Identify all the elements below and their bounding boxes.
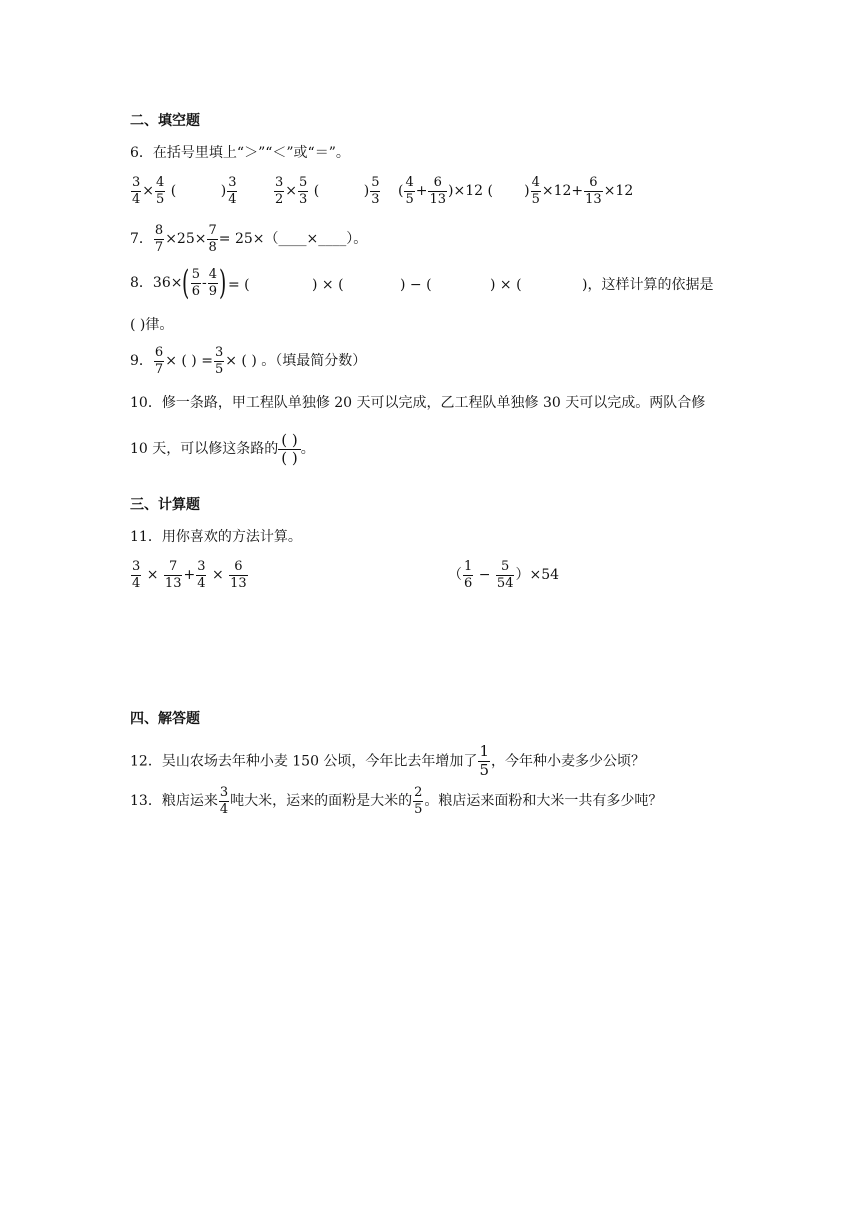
section-title-fill-in: 二、填空题 (130, 113, 200, 129)
denominator: 7 (154, 239, 164, 255)
numerator: 3 (214, 345, 224, 360)
denominator: 7 (154, 361, 164, 377)
fraction (298, 176, 308, 206)
numerator: 1 (479, 742, 489, 760)
denominator: 3 (371, 191, 380, 207)
answer-blank[interactable]: ( ) (313, 183, 370, 200)
comparison-1: $\frac{3}{4}$ × $\frac{4}{5}$ ( ) $\frac{3}{4}$ (132, 175, 237, 207)
fraction (496, 560, 515, 590)
fraction (154, 346, 164, 376)
answer-blank[interactable]: = 25×（____×____）。 (218, 231, 368, 248)
fraction (227, 176, 237, 206)
denominator: 4 (132, 575, 141, 591)
question-6-comparisons (130, 176, 238, 206)
numerator: 4 (405, 175, 414, 190)
denominator: 5 (414, 801, 423, 817)
fraction (208, 268, 218, 298)
fraction (531, 176, 541, 206)
fraction (478, 744, 490, 779)
comparison-3: ( $\frac{4}{5}$ + $\frac{6}{13}$ )×12 ( ) $\frac{4}{5}$ ×12+ $\frac{6}{13}$ ×12 (398, 175, 634, 207)
numerator: 8 (154, 223, 164, 238)
numerator: 3 (197, 559, 206, 574)
denominator: 13 (429, 191, 447, 207)
question-11-expr-1: $\frac{3}{4}$ × $\frac{7}{13}$ + $\frac{3}{4}$ × $\frac{6}{13}$ (132, 559, 247, 591)
denominator: 5 (405, 191, 414, 207)
question-6-text: 6．在括号里填上“＞”“＜”或“＝”。 (130, 145, 350, 161)
question-11-text: 11．用你喜欢的方法计算。 (130, 529, 302, 545)
answer-blank[interactable]: ( ) (487, 183, 530, 200)
denominator: 6 (191, 283, 201, 299)
fraction (584, 176, 603, 206)
question-8-tail: )，这样计算的依据是 (582, 277, 714, 293)
numerator: 2 (414, 785, 423, 800)
question-7: 7． $\frac{8}{7}$ ×25× $\frac{7}{8}$ = 25×（____×____）。 (130, 223, 368, 255)
fraction (191, 268, 201, 298)
denominator: 13 (585, 191, 602, 207)
question-10-line2: 10 天，可以修这条路的 $\frac{( )}{( )}$ 。 (130, 431, 315, 467)
denominator: 4 (197, 575, 206, 591)
denominator: 3 (299, 191, 308, 207)
fraction (196, 560, 206, 590)
numerator: 4 (531, 175, 540, 190)
numerator: 6 (584, 176, 603, 192)
answer-blank[interactable]: ) × ( (490, 277, 522, 293)
fraction (413, 786, 423, 816)
numerator: 6 (428, 176, 447, 192)
denominator: 13 (164, 575, 182, 591)
question-9: 9． $\frac{6}{7}$ × ( ) = $\frac{3}{5}$ × ( ) 。（填最简分数） (130, 345, 367, 377)
numerator: 4 (208, 266, 218, 282)
question-13: 13．粮店运来 $\frac{3}{4}$ 吨大米，运来的面粉是大米的 $\frac{2}{5}$ 。粮店运来面粉和大米一共有多少吨？ (130, 785, 663, 817)
numerator: 6 (154, 345, 164, 360)
fraction (229, 560, 248, 590)
numerator: 4 (156, 175, 165, 190)
answer-blank[interactable]: ( ) (170, 183, 227, 200)
numerator: 3 (228, 175, 237, 190)
denominator: 54 (496, 575, 514, 591)
numerator: 6 (229, 560, 248, 576)
answer-blank[interactable]: ) − ( (400, 277, 432, 293)
fraction (131, 176, 141, 206)
numerator: 7 (208, 223, 217, 238)
fraction (155, 176, 165, 206)
fraction (274, 176, 284, 206)
answer-blank[interactable]: ) × ( (312, 277, 344, 293)
question-10-line1: 10．修一条路，甲工程队单独修 20 天可以完成，乙工程队单独修 30 天可以完成。两队合修 (130, 395, 706, 411)
numerator: 3 (132, 559, 141, 574)
fraction (154, 224, 164, 254)
numerator: 3 (219, 785, 229, 800)
numerator: 3 (132, 175, 141, 190)
comparison-2: $\frac{3}{2}$ × $\frac{5}{3}$ ( ) $\frac{5}{3}$ (275, 175, 380, 207)
fraction (370, 176, 380, 206)
denominator: 5 (214, 361, 224, 377)
denominator: 5 (531, 191, 540, 207)
answer-fraction-blank[interactable]: $\frac{( )}{( )}$ (278, 432, 300, 466)
denominator: 13 (230, 575, 247, 591)
denominator: 5 (156, 191, 165, 207)
denominator: 4 (132, 191, 141, 207)
numerator: 7 (164, 560, 183, 576)
numerator: 5 (299, 175, 308, 190)
fraction (207, 224, 217, 254)
denominator: 4 (219, 801, 229, 817)
question-11-expr-2: （ $\frac{1}{6}$ − $\frac{5}{54}$ ）×54 (448, 559, 560, 591)
fraction (463, 560, 473, 590)
fraction (428, 176, 447, 206)
answer-blank[interactable]: × ( ) = (165, 353, 213, 370)
denominator: 5 (479, 760, 489, 779)
denominator: 9 (208, 283, 218, 299)
section-title-word-problems: 四、解答题 (130, 711, 200, 727)
numerator: 3 (275, 175, 284, 190)
question-8-line2: ( )律。 (130, 317, 174, 333)
question-8-eq: = ( (228, 277, 250, 293)
question-8: 8．36×( $\frac{5}{6}$ - $\frac{4}{9}$ ) (130, 263, 227, 303)
fraction (404, 176, 414, 206)
answer-blank[interactable]: × ( ) 。（填最简分数） (225, 353, 367, 370)
section-title-calculation: 三、计算题 (130, 497, 200, 513)
fraction (219, 786, 229, 816)
numerator: 1 (464, 559, 473, 574)
fraction (164, 560, 183, 590)
numerator: 5 (496, 560, 515, 576)
denominator: 4 (228, 191, 237, 207)
denominator: 8 (208, 239, 217, 255)
denominator: 2 (275, 191, 284, 207)
denominator: 6 (464, 575, 473, 591)
question-12: 12．吴山农场去年种小麦 150 公顷，今年比去年增加了 $\frac{1}{5}$ ，今年种小麦多少公顷？ (130, 742, 645, 779)
fraction (131, 560, 141, 590)
numerator: 5 (191, 266, 201, 282)
numerator: 5 (371, 175, 380, 190)
fraction (214, 346, 224, 376)
